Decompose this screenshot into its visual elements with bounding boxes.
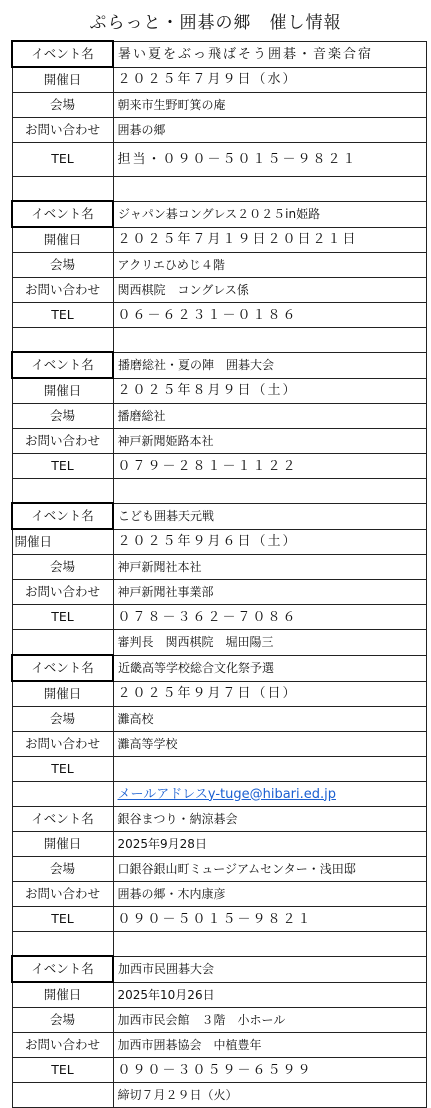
row-label: 開催日	[12, 832, 113, 857]
row-label: 開催日	[12, 378, 113, 404]
table-row	[12, 454, 427, 479]
row-value: ２０２５年９月６日（土）	[113, 529, 427, 555]
row-value: 灘高校	[113, 707, 427, 732]
row-value: 神戸新聞社事業部	[113, 580, 427, 605]
table-row	[12, 41, 427, 67]
row-label: イベント名	[12, 352, 113, 378]
row-value: 神戸新聞社本社	[113, 555, 427, 580]
row-label: 会場	[12, 857, 113, 882]
row-value: 口銀谷銀山町ミュージアムセンター・浅田邸	[113, 857, 427, 882]
row-value: 暑い夏をぶっ飛ばそう囲碁・音楽合宿	[113, 41, 427, 67]
table-row	[12, 352, 427, 378]
table-row	[12, 630, 427, 656]
row-label: お問い合わせ	[12, 278, 113, 303]
row-label: TEL	[12, 757, 113, 782]
table-row	[12, 782, 427, 807]
table-row	[12, 807, 427, 832]
table-row	[12, 429, 427, 454]
row-value: ０９０－３０５９－６５９９	[113, 1058, 427, 1083]
row-label: 会場	[12, 404, 113, 429]
row-label: 会場	[12, 707, 113, 732]
table-row	[12, 227, 427, 253]
row-value: ２０２５年７月１９日２０日２１日	[113, 227, 427, 253]
row-label: TEL	[12, 303, 113, 328]
table-row	[12, 757, 427, 782]
row-label: TEL	[12, 143, 113, 177]
table-row	[12, 404, 427, 429]
row-value: 締切７月２９日（火）	[113, 1083, 427, 1108]
row-label: 会場	[12, 555, 113, 580]
table-row	[12, 1083, 427, 1108]
table-row	[12, 1033, 427, 1058]
row-label: 会場	[12, 1008, 113, 1033]
table-row	[12, 1008, 427, 1033]
table-row	[12, 605, 427, 630]
row-value	[113, 479, 427, 504]
row-value: 銀谷まつり・納涼碁会	[113, 807, 427, 832]
table-row	[12, 378, 427, 404]
row-label: お問い合わせ	[12, 118, 113, 143]
row-label: 開催日	[12, 982, 113, 1008]
row-value: 加西市民会館 ３階 小ホール	[113, 1008, 427, 1033]
row-value: 播磨総社	[113, 404, 427, 429]
row-value	[113, 177, 427, 202]
row-value: ジャパン碁コングレス２０２５in姫路	[113, 201, 427, 227]
row-value: 灘高等学校	[113, 732, 427, 757]
row-label: イベント名	[12, 201, 113, 227]
row-value: こども囲碁天元戦	[113, 503, 427, 529]
table-row	[12, 857, 427, 882]
row-value: 囲碁の郷	[113, 118, 427, 143]
row-label	[12, 328, 113, 353]
row-label	[12, 782, 113, 807]
row-value: ２０２５年７月９日（水）	[113, 67, 427, 93]
event-table	[11, 40, 427, 1108]
table-row	[12, 907, 427, 932]
row-value: ２０２５年９月７日（日）	[113, 681, 427, 707]
page-title: ぷらっと・囲碁の郷 催し情報	[89, 13, 342, 33]
row-value: 2025年9月28日	[113, 832, 427, 857]
table-row	[12, 956, 427, 982]
row-value: 加西市民囲碁大会	[113, 956, 427, 982]
table-row	[12, 503, 427, 529]
row-value: アクリエひめじ４階	[113, 253, 427, 278]
row-label: お問い合わせ	[12, 882, 113, 907]
table-row	[12, 882, 427, 907]
row-value: 関西棋院 コングレス係	[113, 278, 427, 303]
table-row	[12, 681, 427, 707]
row-value	[113, 328, 427, 353]
row-value: ０７９－２８１－１１２２	[113, 454, 427, 479]
spacer-row	[12, 932, 427, 957]
row-value: 担当・０９０－５０１５－９８２１	[113, 143, 427, 177]
spacer-row	[12, 177, 427, 202]
row-label: TEL	[12, 454, 113, 479]
row-label: 会場	[12, 253, 113, 278]
row-value: 朝来市生野町箕の庵	[113, 93, 427, 118]
row-value: 2025年10月26日	[113, 982, 427, 1008]
row-value: ０７８－３６２－７０８６	[113, 605, 427, 630]
table-row	[12, 580, 427, 605]
row-label: お問い合わせ	[12, 1033, 113, 1058]
row-value: ０６－６２３１－０１８６	[113, 303, 427, 328]
row-value: ０９０－５０１５－９８２１	[113, 907, 427, 932]
row-value: 囲碁の郷・木内康彦	[113, 882, 427, 907]
row-label: 開催日	[12, 67, 113, 93]
row-label: イベント名	[12, 956, 113, 982]
row-label: イベント名	[12, 655, 113, 681]
table-row	[12, 555, 427, 580]
table-row	[12, 1058, 427, 1083]
row-label: イベント名	[12, 503, 113, 529]
row-label: 開催日	[12, 227, 113, 253]
table-row	[12, 278, 427, 303]
row-value	[113, 757, 427, 782]
table-row	[12, 732, 427, 757]
row-label	[12, 932, 113, 957]
row-label: お問い合わせ	[12, 732, 113, 757]
row-label: お問い合わせ	[12, 580, 113, 605]
row-value: 審判長 関西棋院 堀田陽三	[113, 630, 427, 656]
row-label: 開催日	[12, 681, 113, 707]
table-row	[12, 982, 427, 1008]
spacer-row	[12, 479, 427, 504]
row-value: 加西市囲碁協会 中植豊年	[113, 1033, 427, 1058]
row-label	[12, 630, 113, 656]
row-label: 開催日	[12, 529, 113, 555]
table-row	[12, 707, 427, 732]
row-label	[12, 1083, 113, 1108]
row-label: イベント名	[12, 807, 113, 832]
row-value: 神戸新聞姫路本社	[113, 429, 427, 454]
table-row	[12, 201, 427, 227]
table-row	[12, 655, 427, 681]
table-row	[12, 118, 427, 143]
row-label: TEL	[12, 907, 113, 932]
row-label: お問い合わせ	[12, 429, 113, 454]
table-row	[12, 143, 427, 177]
table-row	[12, 93, 427, 118]
row-label	[12, 479, 113, 504]
table-row	[12, 67, 427, 93]
row-label: イベント名	[12, 41, 113, 67]
row-label: TEL	[12, 605, 113, 630]
spacer-row	[12, 328, 427, 353]
row-value: 近畿高等学校総合文化祭予選	[113, 655, 427, 681]
row-label	[12, 177, 113, 202]
table-row	[12, 529, 427, 555]
row-label: 会場	[12, 93, 113, 118]
row-label: TEL	[12, 1058, 113, 1083]
row-value	[113, 932, 427, 957]
row-value: 播磨総社・夏の陣 囲碁大会	[113, 352, 427, 378]
row-value: ２０２５年８月９日（土）	[113, 378, 427, 404]
table-row	[12, 303, 427, 328]
table-row	[12, 253, 427, 278]
email-link[interactable]: メールアドレスy-tuge@hibari.ed.jp	[113, 782, 427, 807]
table-row	[12, 832, 427, 857]
